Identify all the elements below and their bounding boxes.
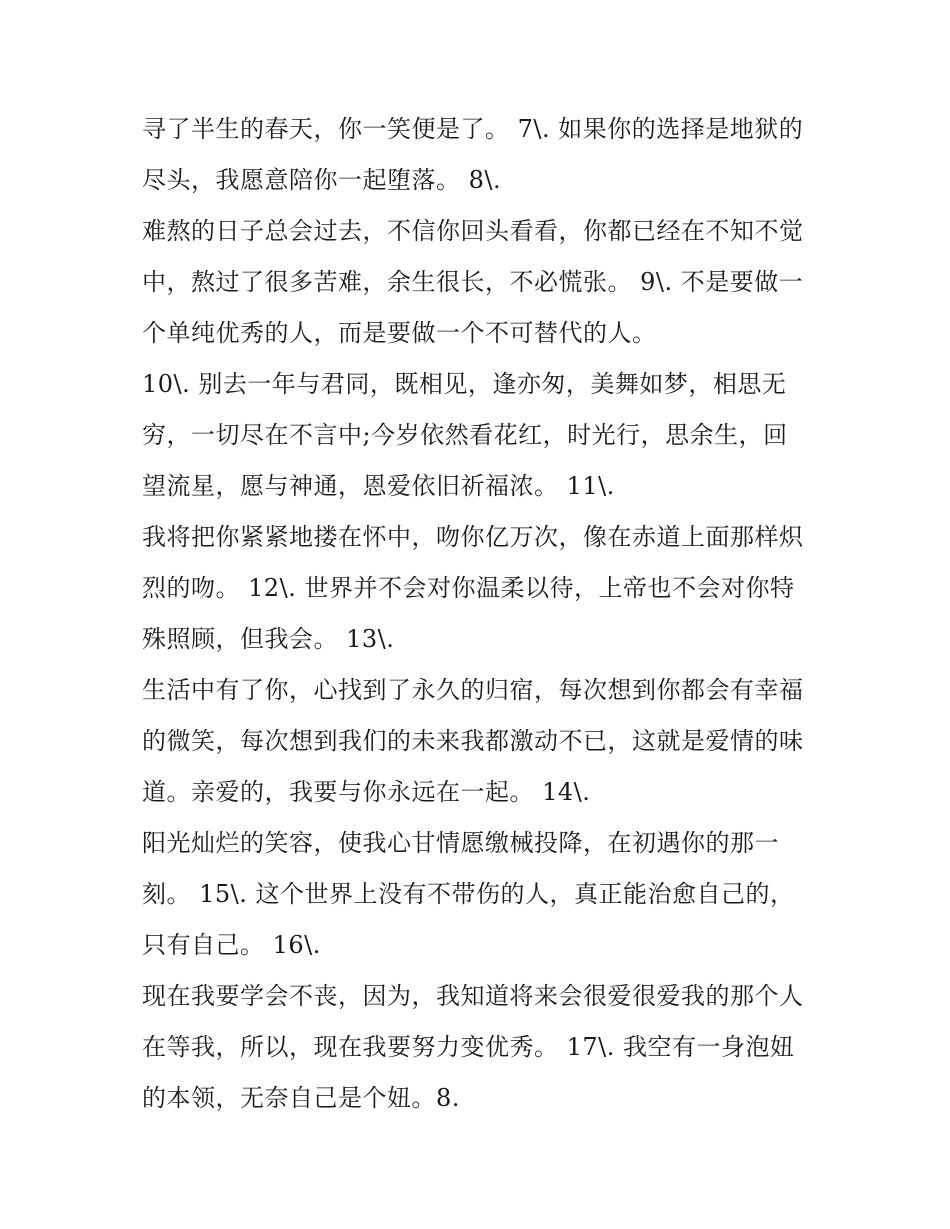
- text-body: [142, 104, 822, 1124]
- text-line: 阳光灿烂的笑容，使我心甘情愿缴械投降，在初遇你的那一: [142, 829, 779, 857]
- text-line: 尽头，我愿意陪你一起堕落。 8\.: [142, 166, 502, 194]
- text-line: 10\. 别去一年与君同，既相见，逢亦匆，美舞如梦，相思无: [142, 370, 787, 398]
- text-line: 我将把你紧紧地搂在怀中，吻你亿万次，像在赤道上面那样炽: [142, 523, 804, 551]
- text-line: 烈的吻。 12\. 世界并不会对你温柔以待，上帝也不会对你特: [142, 574, 795, 602]
- text-line: 生活中有了你，心找到了永久的归宿，每次想到你都会有幸福: [142, 676, 804, 704]
- text-line: 望流星，愿与神通，恩爱依旧祈福浓。 11\.: [142, 472, 615, 500]
- text-line: 殊照顾，但我会。 13\.: [142, 625, 395, 653]
- text-line: 的微笑，每次想到我们的未来我都激动不已，这就是爱情的味: [142, 727, 804, 755]
- text-line: 现在我要学会不丧，因为，我知道将来会很爱很爱我的那个人: [142, 982, 804, 1010]
- text-line: 中，熬过了很多苦难，余生很长，不必慌张。 9\. 不是要做一: [142, 268, 804, 296]
- text-line: 的本领，无奈自己是个妞。8.: [142, 1084, 460, 1112]
- text-line: 在等我，所以，现在我要努力变优秀。 17\. 我空有一身泡妞: [142, 1033, 795, 1061]
- text-line: 只有自己。 16\.: [142, 931, 321, 959]
- text-line: 穷，一切尽在不言中;今岁依然看花红，时光行，思余生，回: [142, 421, 788, 449]
- text-line: 难熬的日子总会过去，不信你回头看看，你都已经在不知不觉: [142, 217, 804, 245]
- text-line: 道。亲爱的，我要与你永远在一起。 14\.: [142, 778, 591, 806]
- text-line: 个单纯优秀的人，而是要做一个不可替代的人。: [142, 319, 657, 347]
- text-line: 刻。 15\. 这个世界上没有不带伤的人，真正能治愈自己的，: [142, 880, 795, 908]
- text-line: 寻了半生的春天，你一笑便是了。 7\. 如果你的选择是地狱的: [142, 115, 804, 143]
